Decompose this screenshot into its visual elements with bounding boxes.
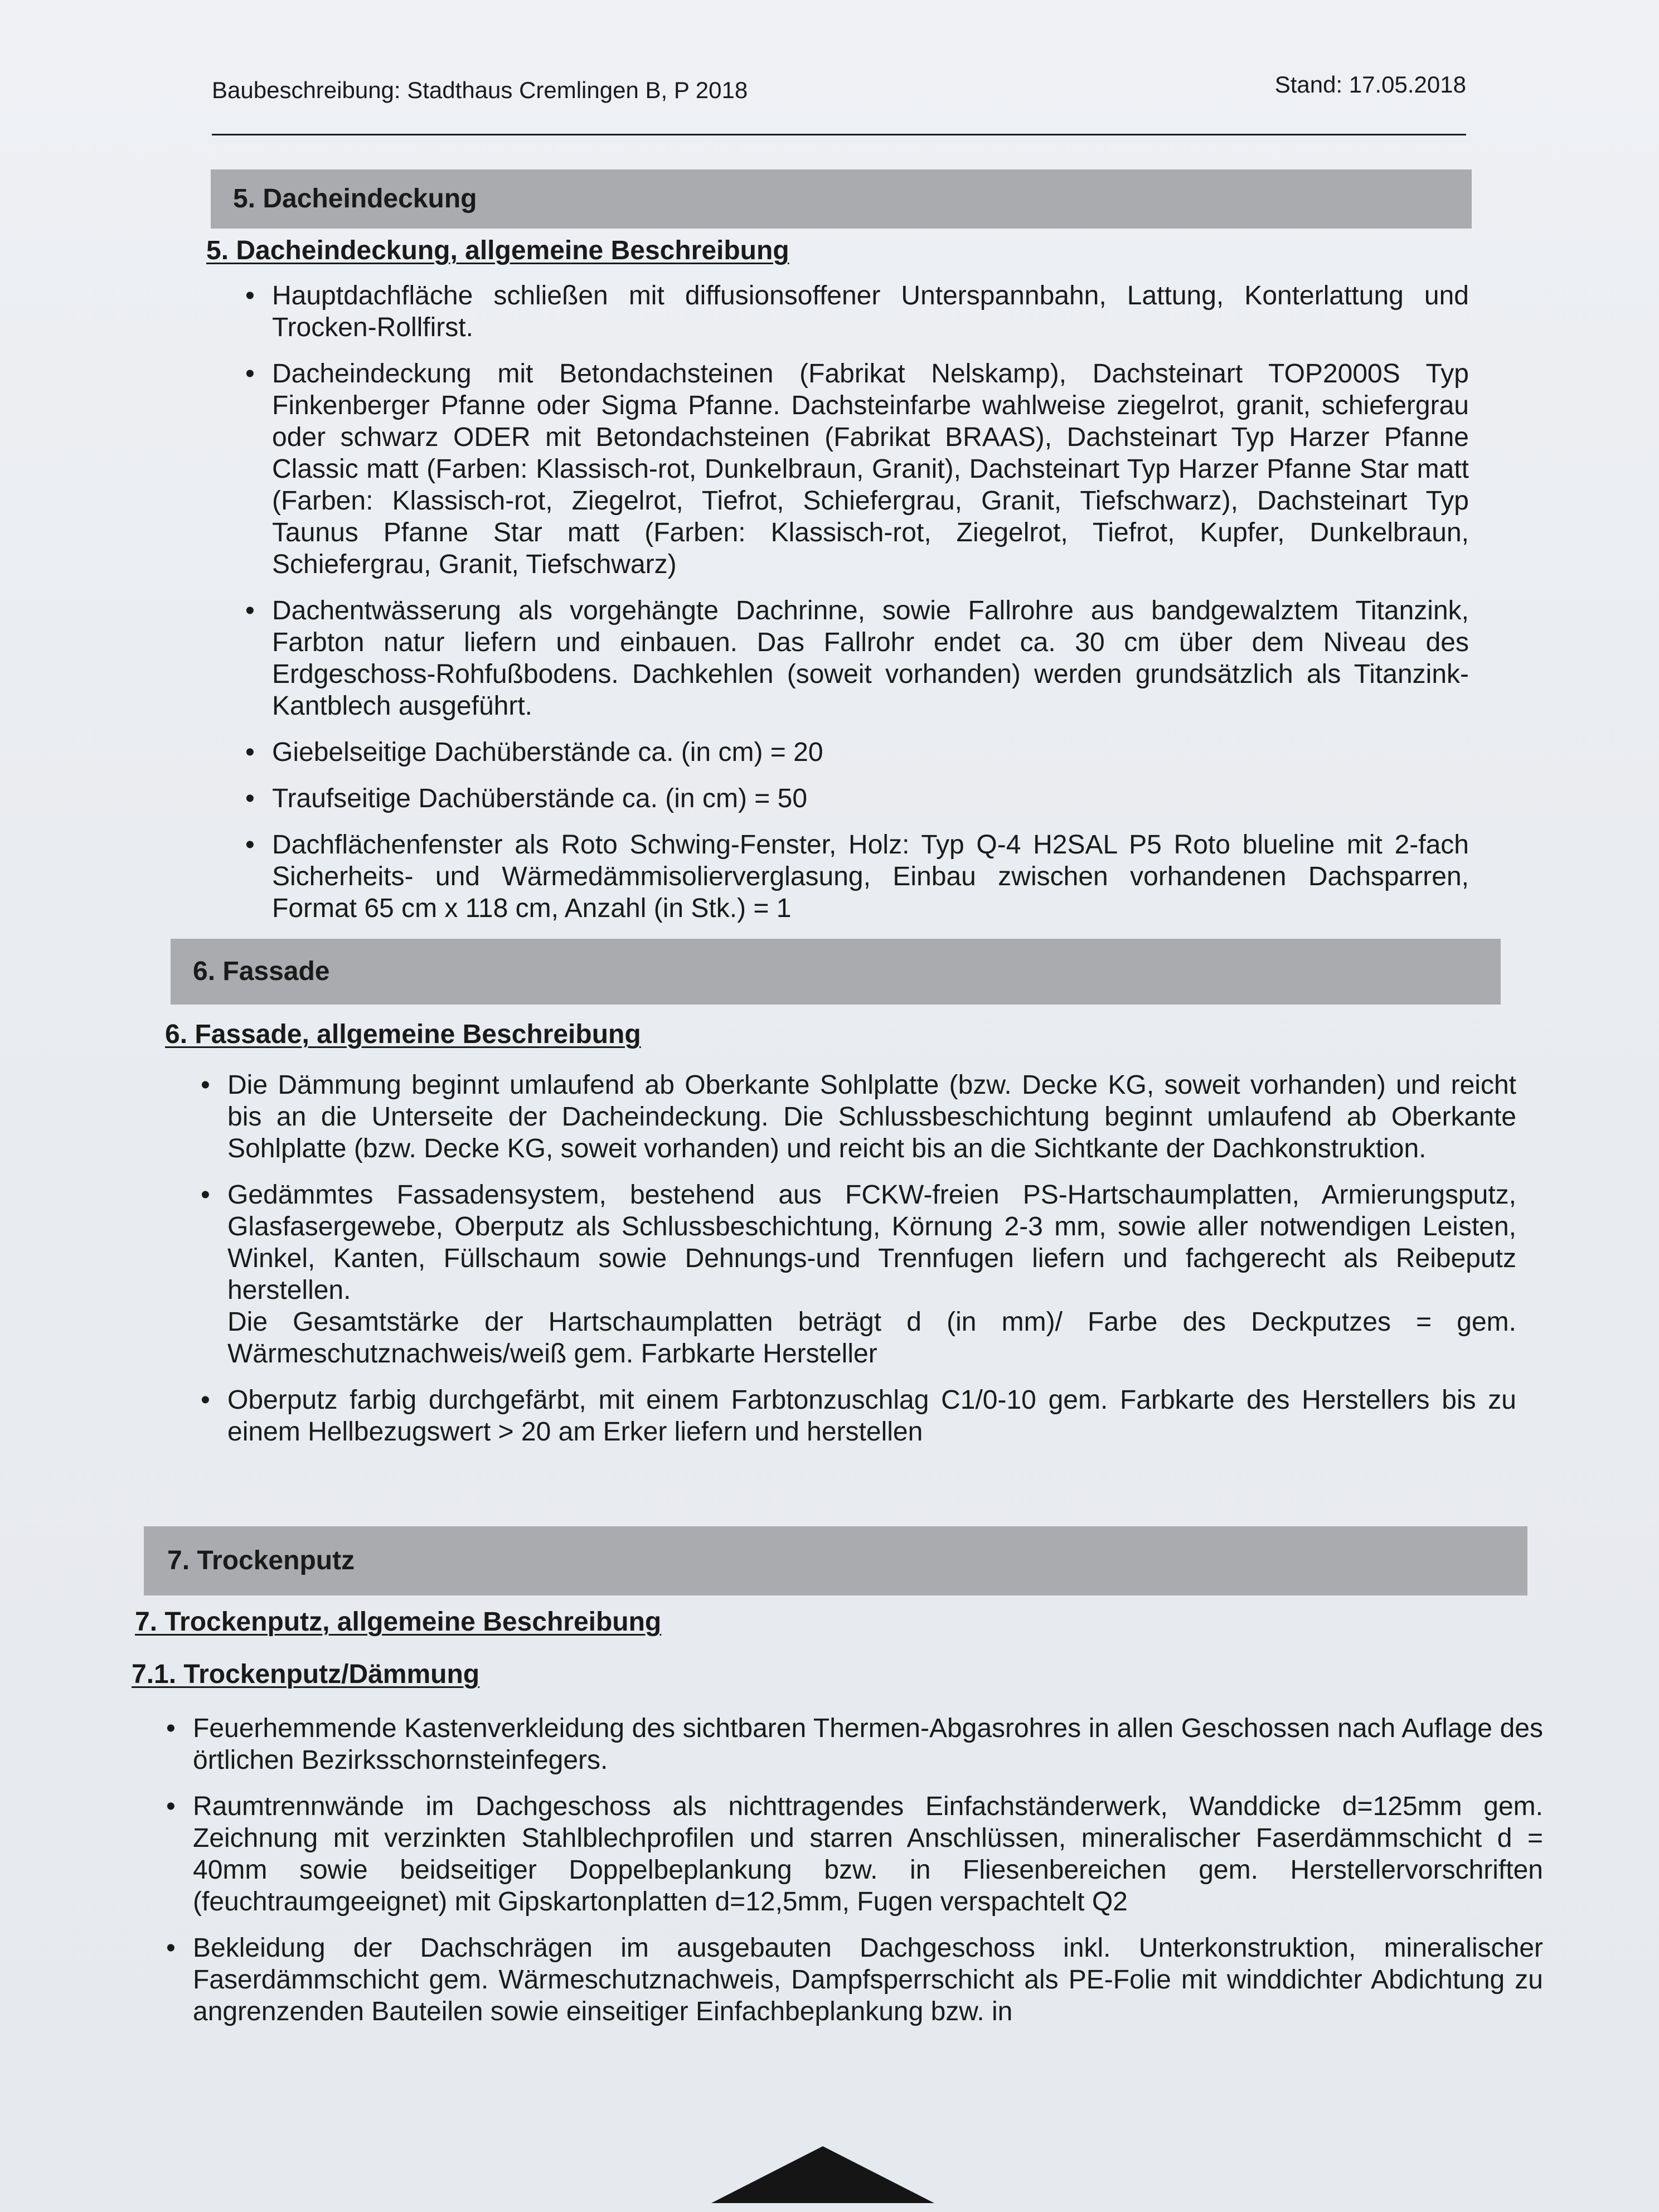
page-header [212,71,1466,110]
list-item: • Raumtrennwände im Dachgeschoss als nichttragendes Einfachständerwerk, Wanddicke d=125mm gem. Zeichnung mit verzinkten Stahlblechprofilen und starren Anschlüssen, mineralischer Faserdämmschicht d = 40mm sowie beidseitiger Doppelbeplankung bzw. in Fliesenbereichen gem. Herstellervorschriften (feuchtraumgeeignet) mit Gipskartonplatten d=12,5mm, Fugen verspachtelt Q2 [166,1791,1543,1918]
list-trockenputz [166,1713,1543,2042]
list-item: • Feuerhemmende Kastenverkleidung des sichtbaren Thermen-Abgasrohres in allen Geschossen nach Auflage des örtlichen Bezirksschornsteinfegers. [166,1713,1543,1776]
list-item: • Traufseitige Dachüberstände ca. (in cm) = 50 [245,783,1469,814]
heading-trockenputz-daemmung: 7.1. Trockenputz/Dämmung [132,1660,480,1689]
list-dacheindeckung [245,280,1469,939]
list-fassade [201,1069,1516,1462]
list-item: • Dachflächenfenster als Roto Schwing-Fenster, Holz: Typ Q-4 H2SAL P5 Roto blueline mit 2-fach Sicherheits- und Wärmedämmisolierverglasung, Einbau zwischen vorhandenen Dachsparren, Format 65 cm x 118 cm, Anzahl (in Stk.) = 1 [245,829,1469,924]
document-date: Stand: 17.05.2018 [1274,71,1466,98]
list-item-text: Die Gesamtstärke der Hartschaumplatten beträgt d (in mm)/ Farbe des Deckputzes = gem. Wärmeschutznachweis/weiß gem. Farbkarte Hersteller [227,1307,1516,1369]
list-item: • Dacheindeckung mit Betondachsteinen (Fabrikat Nelskamp), Dachsteinart TOP2000S Typ Finkenberger Pfanne oder Sigma Pfanne. Dachsteinfarbe wahlweise ziegelrot, granit, schiefergrau oder schwarz ODER mit Betondachsteinen (Fabrikat BRAAS), Dachsteinart Typ Harzer Pfanne Classic matt (Farben: Klassisch-rot, Dunkelbraun, Granit), Dachsteinart Typ Harzer Pfanne Star matt (Farben: Klassisch-rot, Ziegelrot, Tiefrot, Schiefergrau, Granit, Tiefschwarz), Dachsteinart Typ Taunus Pfanne Star matt (Farben: Klassisch-rot, Ziegelrot, Tiefrot, Kupfer, Dunkelbraun, Schiefergrau, Granit, Tiefschwarz) [245,358,1469,580]
header-divider [212,134,1466,135]
list-item: • Oberputz farbig durchgefärbt, mit einem Farbtonzuschlag C1/0-10 gem. Farbkarte des Herstellers bis zu einem Hellbezugswert > 20 am Erker liefern und herstellen [201,1384,1516,1448]
document-title: Baubeschreibung: Stadthaus Cremlingen B, P 2018 [212,77,748,103]
heading-trockenputz-allgemein: 7. Trockenputz, allgemeine Beschreibung [135,1607,662,1637]
list-item: • Hauptdachfläche schließen mit diffusionsoffener Unterspannbahn, Lattung, Konterlattung und Trocken-Rollfirst. [245,280,1469,343]
list-item-text: Gedämmtes Fassadensystem, bestehend aus FCKW-freien PS-Hartschaumplatten, Armierungsputz, Glasfasergewebe, Oberputz als Schlussbeschichtung, Körnung 2-3 mm, sowie aller notwendigen Leisten, Winkel, Kanten, Füllschaum sowie Dehnungs-und Trennfugen liefern und fachgerecht als Reibeputz herstellen. [227,1180,1516,1305]
list-item: • Dachentwässerung als vorgehängte Dachrinne, sowie Fallrohre aus bandgewalztem Titanzink, Farbton natur liefern und einbauen. Das Fallrohr endet ca. 30 cm über dem Niveau des Erdgeschoss-Rohfußbodens. Dachkehlen (soweit vorhanden) werden grundsätzlich als Titanzink-Kantblech ausgeführt. [245,595,1469,722]
list-item: • Die Dämmung beginnt umlaufend ab Oberkante Sohlplatte (bzw. Decke KG, soweit vorhanden) und reicht bis an die Unterseite der Dacheindeckung. Die Schlussbeschichtung beginnt umlaufend ab Oberkante Sohlplatte (bzw. Decke KG, soweit vorhanden) und reicht bis an die Sichtkante der Dachkonstruktion. [201,1069,1516,1165]
list-item: • Bekleidung der Dachschrägen im ausgebauten Dachgeschoss inkl. Unterkonstruktion, mineralischer Faserdämmschicht gem. Wärmeschutznachweis, Dampfsperrschicht als PE-Folie mit winddichter Abdichtung zu angrenzenden Bauteilen sowie einseitiger Einfachbeplankung bzw. in [166,1932,1543,2027]
heading-fassade-allgemein: 6. Fassade, allgemeine Beschreibung [165,1020,641,1049]
section-bar-trockenputz: 7. Trockenputz [144,1526,1527,1595]
section-bar-dacheindeckung: 5. Dacheindeckung [211,169,1472,229]
list-item [201,1179,1516,1370]
section-bar-fassade: 6. Fassade [171,939,1501,1005]
list-item: • Giebelseitige Dachüberstände ca. (in cm) = 20 [245,736,1469,768]
punch-hole-triangle-icon [711,2146,934,2203]
heading-dacheindeckung-allgemein: 5. Dacheindeckung, allgemeine Beschreibung [206,236,789,265]
